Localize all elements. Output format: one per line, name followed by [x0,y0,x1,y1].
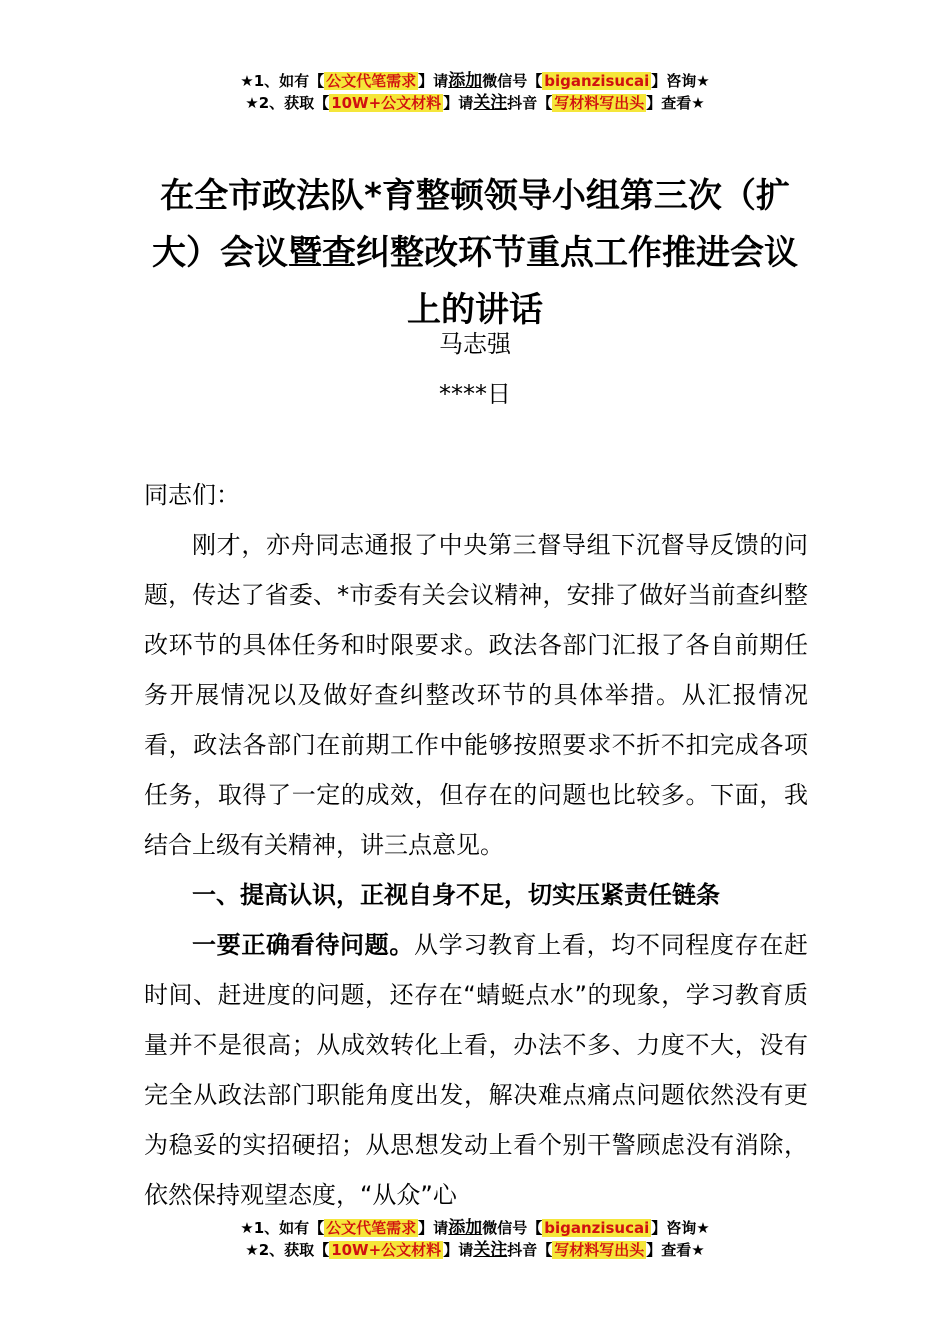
paragraph-2-text: 从学习教育上看，均不同程度存在赶时间、赶进度的问题，还存在“蜻蜓点水”的现象，学习教育质量并不是很高；从成效转化上看，办法不多、力度不大，没有完全从政法部门职能角度出发，解决难点痛点问题依然没有更为稳妥的实招硬招；从思想发动上看个别干警顾虑没有消除，依然保持观望态度，“从众”心 [144,931,808,1209]
banner-underline: 添加 [448,1218,483,1238]
footer-banner [0,1217,950,1261]
banner-text: 】请 [418,72,449,90]
banner-text: 微信号【 [482,1219,543,1237]
banner-highlight: 写材料写出头 [554,94,645,112]
banner-underline: 关注 [473,93,508,113]
banner-underline: 添加 [448,71,483,91]
banner-text: ★2、获取【 [245,1241,330,1259]
banner-text: 抖音【 [507,94,553,112]
banner-line-2 [0,92,950,114]
banner-text: 】请 [418,1219,449,1237]
header-banner [0,70,950,114]
paragraph-2 [144,920,808,1220]
section-heading-1: 一、提高认识，正视自身不足，切实压紧责任链条 [192,881,720,909]
banner-text: 微信号【 [482,72,543,90]
banner-line-2 [0,1239,950,1261]
document-title: 在全市政法队*育整顿领导小组第三次（扩大）会议暨查纠整改环节重点工作推进会议上的讲话 [152,176,798,330]
banner-text: 】请 [443,1241,474,1259]
banner-highlight: biganzisucai [544,72,650,90]
banner-line-1 [0,70,950,92]
document-date: ****日 [439,380,511,408]
banner-text: ★1、如有【 [240,72,325,90]
document-author: 马志强 [439,330,511,358]
banner-text: 抖音【 [507,1241,553,1259]
banner-text: 】查看★ [646,1241,705,1259]
salutation: 同志们： [144,481,240,509]
banner-line-1 [0,1217,950,1239]
banner-text: 】请 [443,94,474,112]
banner-underline: 关注 [473,1240,508,1260]
banner-highlight: 10W+公文材料 [331,1241,442,1259]
banner-highlight: biganzisucai [544,1219,650,1237]
banner-highlight: 写材料写出头 [554,1241,645,1259]
banner-text: 】咨询★ [651,72,710,90]
banner-highlight: 公文代笔需求 [326,72,417,90]
banner-text: ★2、获取【 [245,94,330,112]
banner-text: 】查看★ [646,94,705,112]
banner-highlight: 公文代笔需求 [326,1219,417,1237]
document-body [144,470,808,1220]
paragraph-1: 刚才，亦舟同志通报了中央第三督导组下沉督导反馈的问题，传达了省委、*市委有关会议精神，安排了做好当前查纠整改环节的具体任务和时限要求。政法各部门汇报了各自前期任务开展情况以及做好查纠整改环节的具体举措。从汇报情况看，政法各部门在前期工作中能够按照要求不折不扣完成各项任务，取得了一定的成效，但存在的问题也比较多。下面，我结合上级有关精神，讲三点意见。 [144,531,808,859]
banner-text: ★1、如有【 [240,1219,325,1237]
banner-highlight: 10W+公文材料 [331,94,442,112]
paragraph-2-lead: 一要正确看待问题。 [192,931,414,959]
banner-text: 】咨询★ [651,1219,710,1237]
